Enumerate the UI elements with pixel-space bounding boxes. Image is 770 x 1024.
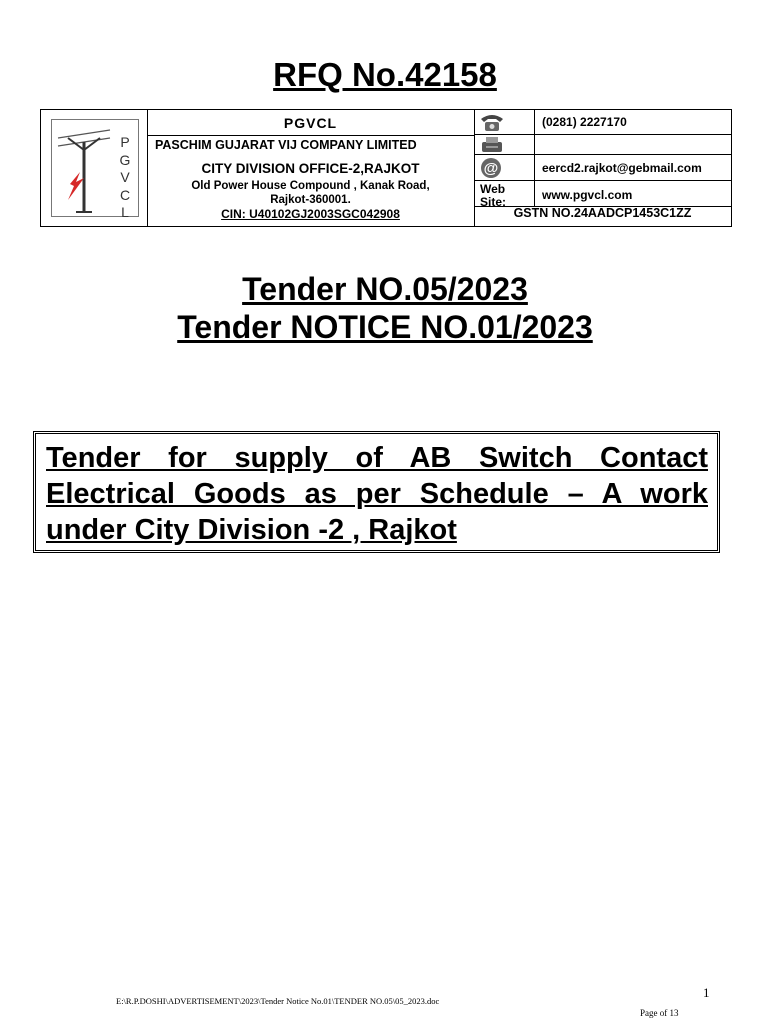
pgvcl-logo: [51, 119, 139, 220]
file-path: E:\R.P.DOSHI\ADVERTISEMENT\2023\Tender Notice No.01\TENDER NO.05\05_2023.doc: [116, 996, 440, 1006]
logo-letter: V: [120, 169, 130, 185]
phone-icon-cell: [474, 110, 535, 134]
at-sign-icon: [479, 157, 503, 179]
phone-row: [474, 110, 731, 135]
website-row: [474, 181, 731, 207]
letterhead: [40, 109, 732, 227]
svg-text:@: @: [483, 160, 499, 177]
logo-letter: G: [119, 151, 131, 168]
gstn-number: GSTN NO.24AADCP1453C1ZZ: [513, 206, 692, 220]
web-label-line: Web: [480, 182, 506, 196]
logo-letter: P: [120, 134, 130, 150]
logo-cell: [41, 110, 148, 226]
tender-subject: Tender for supply of AB Switch Contact Electrical Goods as per Schedule – A work under City Division -2 , Rajkot: [46, 442, 708, 546]
website-link[interactable]: www.pgvcl.com: [542, 188, 633, 202]
logo-letter: C: [119, 186, 131, 203]
tender-subject-box: [33, 431, 720, 553]
rfq-title: RFQ No.42158: [273, 56, 497, 93]
phone-number: (0281) 2227170: [542, 115, 627, 129]
company-info: [147, 110, 475, 226]
web-label-line: Site:: [480, 195, 507, 209]
fax-row: [474, 135, 731, 155]
logo-letter: L: [121, 204, 129, 220]
tender-number: Tender NO.05/2023: [242, 271, 528, 307]
division-name: CITY DIVISION OFFICE-2,RAJKOT: [201, 161, 420, 176]
fax-icon: [478, 136, 506, 154]
address-line-2: Rajkot-360001.: [270, 194, 351, 206]
page-number: 1: [703, 985, 710, 1000]
contact-info: [474, 110, 731, 226]
cin-number: CIN: U40102GJ2003SGC042908: [221, 207, 400, 221]
email-row: [474, 155, 731, 181]
brand-logo: PGVCL: [283, 115, 338, 131]
web-label-cell: [474, 181, 535, 209]
company-name: PASCHIM GUJARAT VIJ COMPANY LIMITED: [155, 138, 417, 152]
email-link[interactable]: eercd2.rajkot@gebmail.com: [542, 161, 702, 175]
telephone-icon: [478, 111, 506, 133]
fax-icon-cell: [474, 135, 535, 154]
address-line-1: Old Power House Compound , Kanak Road,: [191, 180, 430, 192]
email-icon-cell: [474, 155, 535, 180]
power-tower-icon: [54, 120, 114, 216]
address: [147, 179, 474, 207]
divider: [147, 135, 474, 136]
logo-letters: [116, 134, 134, 222]
page-of-label: Page of 13: [640, 1008, 679, 1018]
tender-notice-number: Tender NOTICE NO.01/2023: [177, 309, 593, 345]
